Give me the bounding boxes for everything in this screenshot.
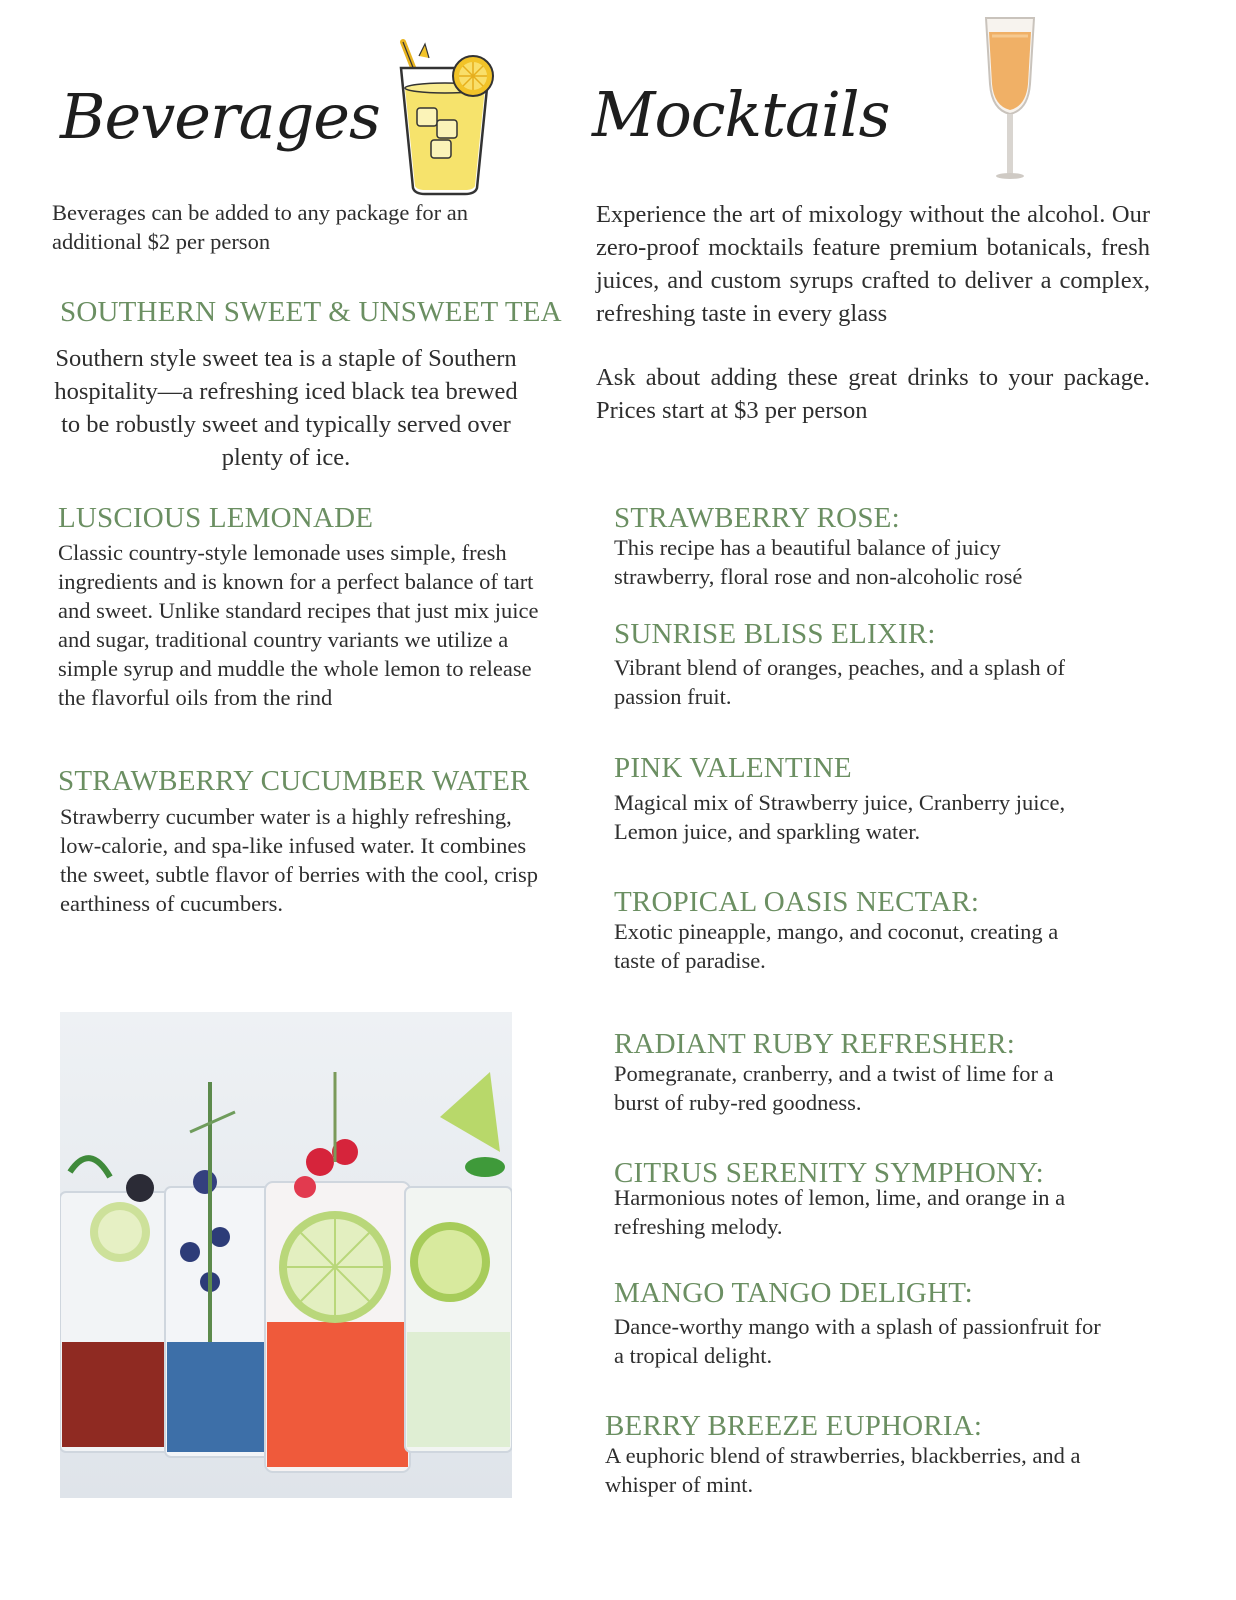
mocktail-item-description: Vibrant blend of oranges, peaches, and a splash of passion fruit. [614, 655, 1065, 709]
beverage-item-name: LUSCIOUS LEMONADE [58, 502, 374, 534]
mocktail-item-name: CITRUS SERENITY SYMPHONY: [614, 1157, 1044, 1189]
champagne-flute-icon [980, 14, 1040, 180]
mocktail-item-description: Pomegranate, cranberry, and a twist of lime for a burst of ruby-red goodness. [614, 1061, 1054, 1115]
mocktail-item-name: MANGO TANGO DELIGHT: [614, 1277, 973, 1309]
mocktail-item-description: A euphoric blend of strawberries, blackberries, and a whisper of mint. [605, 1443, 1081, 1497]
mocktails-title: Mocktails [592, 78, 890, 151]
beverages-intro: Beverages can be added to any package for an additional $2 per person [52, 200, 469, 254]
mocktail-glasses-photo [60, 1012, 512, 1498]
mocktails-pricing: Ask about adding these great drinks to your package. Prices start at $3 per person [596, 364, 1150, 424]
beverages-title: Beverages [60, 80, 380, 153]
beverage-item-description: Classic country-style lemonade uses simple, fresh ingredients and is known for a perfect balance of tart and sweet. Unlike standard recipes that just mix juice and sugar, traditional country variants we utilize a simple syrup and muddle the whole lemon to release the flavorful oils from the rind [58, 540, 539, 710]
mocktail-item-description: Magical mix of Strawberry juice, Cranberry juice, Lemon juice, and sparkling water. [614, 790, 1066, 844]
beverage-item-name: SOUTHERN SWEET & UNSWEET TEA [60, 296, 562, 328]
mocktail-item-name: BERRY BREEZE EUPHORIA: [605, 1410, 983, 1442]
mocktail-item-description: Dance-worthy mango with a splash of passionfruit for a tropical delight. [614, 1314, 1101, 1368]
mocktail-item-name: PINK VALENTINE [614, 752, 852, 784]
beverage-item-description: Southern style sweet tea is a staple of Southern hospitality—a refreshing iced black tea brewed to be robustly sweet and typically served over plenty of ice. [54, 345, 518, 471]
beverage-item-name: STRAWBERRY CUCUMBER WATER [58, 765, 530, 797]
beverage-item-description: Strawberry cucumber water is a highly refreshing, low-calorie, and spa-like infused water. It combines the sweet, subtle flavor of berries with the cool, crisp earthiness of cucumbers. [60, 804, 538, 916]
mocktail-item-name: TROPICAL OASIS NECTAR: [614, 886, 980, 918]
mocktail-item-name: STRAWBERRY ROSE: [614, 502, 900, 534]
mocktail-item-name: SUNRISE BLISS ELIXIR: [614, 618, 936, 650]
mocktail-item-description: Exotic pineapple, mango, and coconut, creating a taste of paradise. [614, 919, 1059, 973]
mocktails-intro: Experience the art of mixology without the alcohol. Our zero-proof mocktails feature premium botanicals, fresh juices, and custom syrups crafted to deliver a complex, refreshing taste in every glass [596, 201, 1150, 327]
lemonade-glass-icon [395, 38, 505, 200]
mocktail-item-name: RADIANT RUBY REFRESHER: [614, 1028, 1015, 1060]
mocktail-item-description: Harmonious notes of lemon, lime, and orange in a refreshing melody. [614, 1185, 1066, 1239]
mocktail-item-description: This recipe has a beautiful balance of juicy strawberry, floral rose and non-alcoholic rosé [614, 535, 1023, 589]
